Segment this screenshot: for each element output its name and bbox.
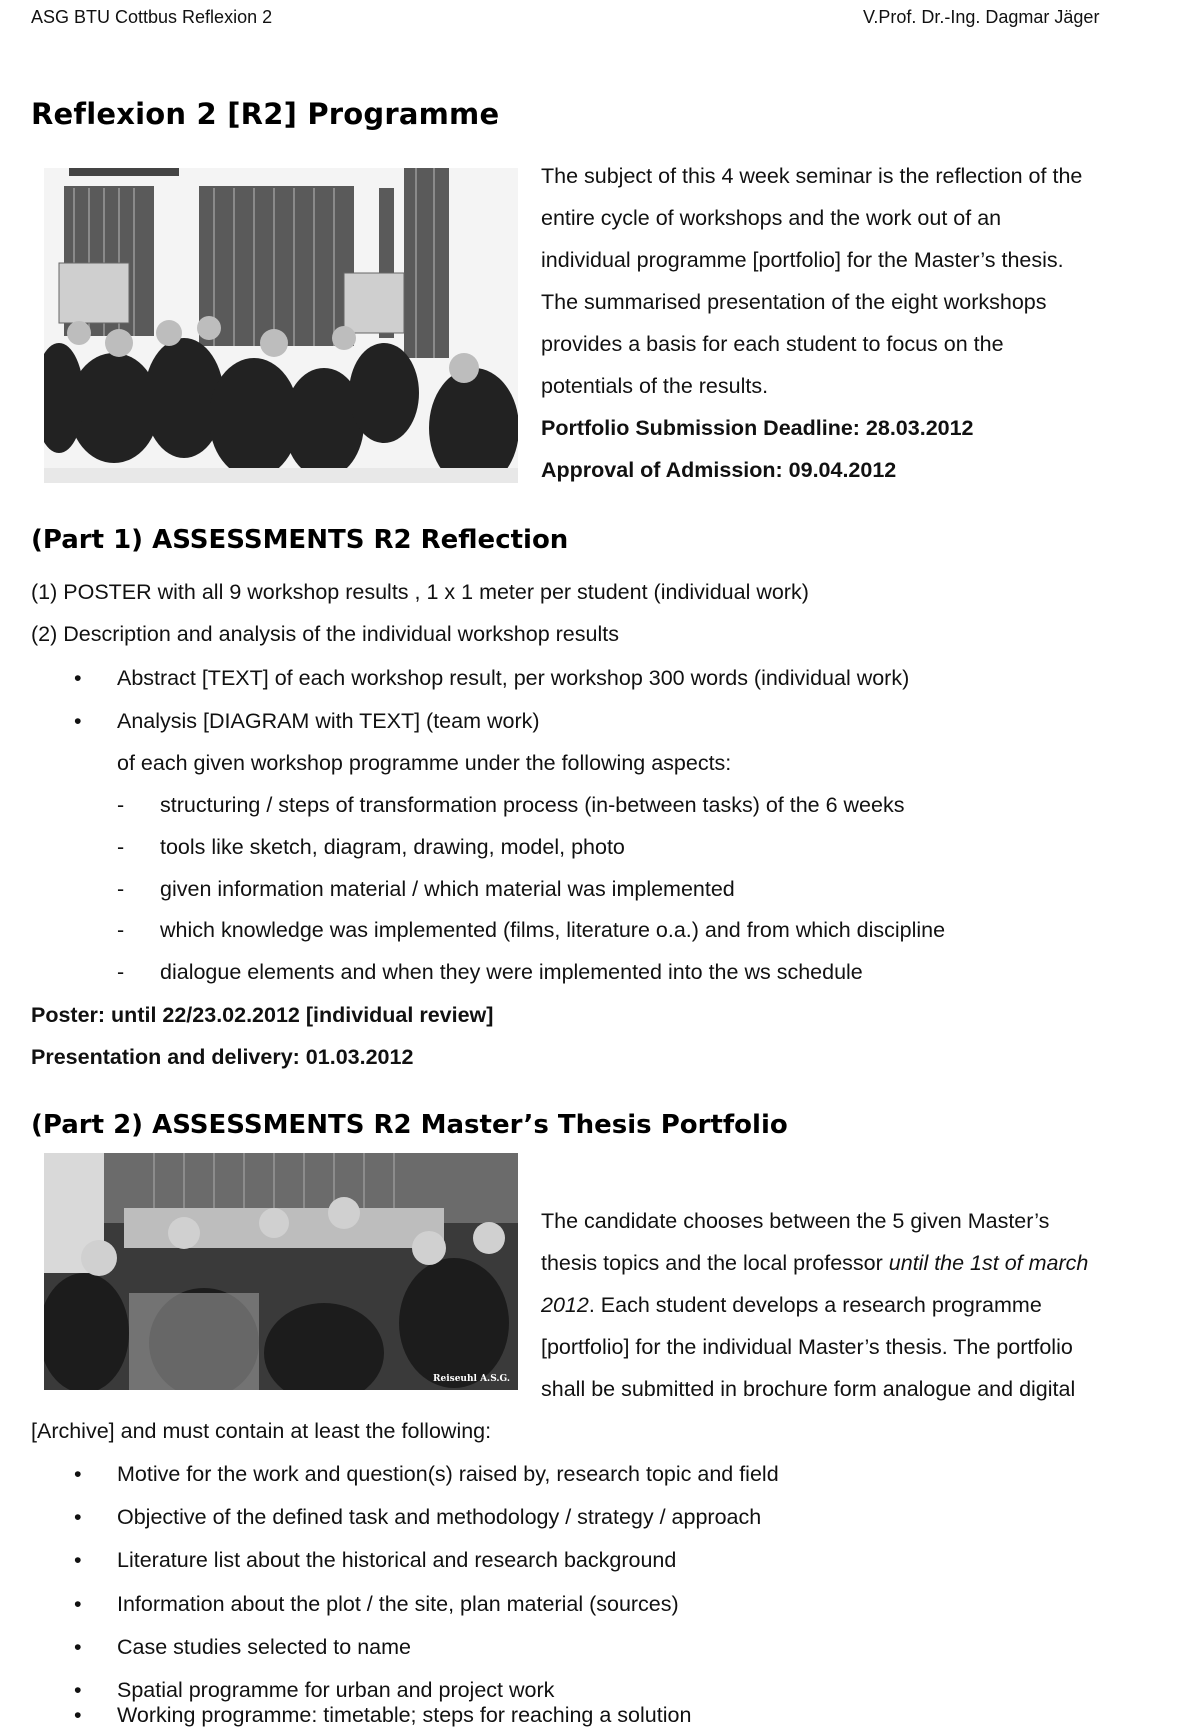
part1-heading: (Part 1) ASSESSMENTS R2 Reflection — [31, 525, 569, 555]
part2-line: [portfolio] for the individual Master’s thesis. The portfolio — [541, 1335, 1073, 1359]
part2-line: shall be submitted in brochure form analogue and digital — [541, 1377, 1076, 1401]
part1-bullet-text: Abstract [TEXT] of each workshop result, per workshop 300 words (individual work) — [117, 666, 910, 690]
bullet-icon: • — [74, 1703, 82, 1727]
part1-aspect-text: tools like sketch, diagram, drawing, model, photo — [160, 835, 625, 859]
photo-watermark: Reiseuhl A.S.G. — [433, 1374, 510, 1384]
bullet-icon: • — [74, 1678, 82, 1702]
intro-line: provides a basis for each student to focus on the — [541, 332, 1004, 356]
intro-line: The summarised presentation of the eight workshops — [541, 290, 1047, 314]
part2-line-italic: until the 1st of march — [888, 1251, 1089, 1275]
dash-icon: - — [117, 918, 125, 942]
intro-line: individual programme [portfolio] for the Master’s thesis. — [541, 248, 1064, 272]
dash-icon: - — [117, 960, 125, 984]
part2-line-italic: 2012 — [541, 1293, 589, 1317]
part1-aspect-text: dialogue elements and when they were implemented into the ws schedule — [160, 960, 863, 984]
part1-aspect-text: which knowledge was implemented (films, literature o.a.) and from which discipline — [160, 918, 946, 942]
discussion-circle-photo — [44, 1153, 518, 1390]
presentation-deadline: Presentation and delivery: 01.03.2012 — [31, 1045, 414, 1069]
portfolio-requirement-text: Working programme: timetable; steps for reaching a solution — [117, 1703, 692, 1727]
part2-line-text: . Each student develops a research programme — [588, 1293, 1042, 1317]
intro-line: potentials of the results. — [541, 374, 769, 398]
header-author: V.Prof. Dr.-Ing. Dagmar Jäger — [863, 7, 1100, 27]
part1-aspect-text: structuring / steps of transformation process (in-between tasks) of the 6 weeks — [160, 793, 905, 817]
bullet-icon: • — [74, 666, 82, 690]
part1-aspect-text: given information material / which material was implemented — [160, 877, 735, 901]
part2-paragraph — [541, 1200, 1088, 1410]
seminar-audience-photo — [44, 168, 518, 483]
part2-heading: (Part 2) ASSESSMENTS R2 Master’s Thesis Portfolio — [31, 1110, 788, 1140]
portfolio-requirement-text: Literature list about the historical and research background — [117, 1548, 677, 1572]
part2-line-text: thesis topics and the local professor — [541, 1251, 889, 1275]
portfolio-deadline: Portfolio Submission Deadline: 28.03.2012 — [541, 416, 974, 440]
seminar-audience-photo-graphic — [44, 168, 518, 483]
part2-line: The candidate chooses between the 5 given Master’s — [541, 1209, 1050, 1233]
part1-bullet-continuation: of each given workshop programme under the following aspects: — [117, 751, 732, 775]
dash-icon: - — [117, 793, 125, 817]
header-course-title: ASG BTU Cottbus Reflexion 2 — [31, 7, 273, 27]
part2-line — [541, 1242, 1088, 1284]
dash-icon: - — [117, 835, 125, 859]
portfolio-requirement-text: Objective of the defined task and methodology / strategy / approach — [117, 1505, 762, 1529]
intro-line: The subject of this 4 week seminar is the reflection of the — [541, 164, 1083, 188]
admission-approval-date: Approval of Admission: 09.04.2012 — [541, 458, 897, 482]
part2-line — [541, 1284, 1088, 1326]
part2-line-archive: [Archive] and must contain at least the following: — [31, 1419, 492, 1443]
discussion-circle-photo-graphic — [44, 1153, 518, 1390]
portfolio-requirement-text: Motive for the work and question(s) raised by, research topic and field — [117, 1462, 779, 1486]
dash-icon: - — [117, 877, 125, 901]
part1-item-poster: (1) POSTER with all 9 workshop results , 1 x 1 meter per student (individual work) — [31, 580, 809, 604]
part1-item-description: (2) Description and analysis of the individual workshop results — [31, 622, 619, 646]
page-title: Reflexion 2 [R2] Programme — [31, 97, 500, 131]
intro-line: entire cycle of workshops and the work out of an — [541, 206, 1002, 230]
bullet-icon: • — [74, 1505, 82, 1529]
bullet-icon: • — [74, 1462, 82, 1486]
bullet-icon: • — [74, 709, 82, 733]
bullet-icon: • — [74, 1592, 82, 1616]
bullet-icon: • — [74, 1548, 82, 1572]
portfolio-requirement-text: Information about the plot / the site, plan material (sources) — [117, 1592, 679, 1616]
part1-bullet-text: Analysis [DIAGRAM with TEXT] (team work) — [117, 709, 540, 733]
portfolio-requirement-text: Spatial programme for urban and project work — [117, 1678, 555, 1702]
poster-deadline: Poster: until 22/23.02.2012 [individual review] — [31, 1003, 494, 1027]
intro-paragraph — [541, 155, 1082, 491]
portfolio-requirement-text: Case studies selected to name — [117, 1635, 411, 1659]
bullet-icon: • — [74, 1635, 82, 1659]
